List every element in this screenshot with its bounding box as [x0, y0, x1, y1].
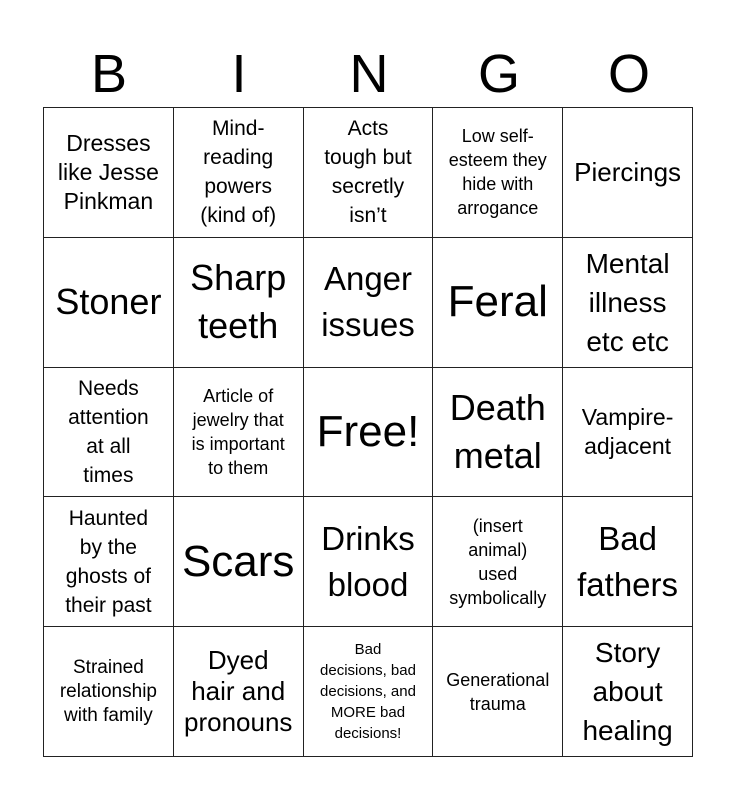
- bingo-cell[interactable]: [563, 368, 693, 498]
- cell-text: Piercings: [574, 156, 682, 187]
- bingo-cell[interactable]: [174, 108, 304, 238]
- bingo-cell[interactable]: [563, 497, 693, 627]
- free-space-cell[interactable]: [304, 368, 434, 498]
- bingo-cell[interactable]: [44, 627, 174, 757]
- bingo-cell[interactable]: [44, 368, 174, 498]
- bingo-cell[interactable]: [433, 627, 563, 757]
- cell-text: Sharp teeth: [190, 257, 287, 347]
- bingo-cell[interactable]: [44, 108, 174, 238]
- cell-text: Scars: [181, 536, 295, 586]
- cell-text: Anger issues: [321, 260, 415, 344]
- bingo-cell[interactable]: [563, 238, 693, 368]
- cell-text: Generational trauma: [446, 669, 550, 714]
- bingo-cell[interactable]: [174, 238, 304, 368]
- bingo-cell[interactable]: [433, 368, 563, 498]
- cell-text: Dyed hair and pronouns: [183, 645, 293, 738]
- bingo-cell[interactable]: [433, 497, 563, 627]
- bingo-cell[interactable]: [44, 238, 174, 368]
- bingo-cell[interactable]: [304, 627, 434, 757]
- cell-text: (insert animal) used symbolically: [449, 515, 547, 608]
- cell-text: Free!: [316, 406, 420, 456]
- bingo-cell[interactable]: [174, 627, 304, 757]
- cell-text: Strained relationship with family: [59, 656, 157, 726]
- cell-text: Story about healing: [582, 637, 673, 747]
- cell-text: Mental illness etc etc: [585, 247, 670, 357]
- bingo-cell[interactable]: [304, 497, 434, 627]
- bingo-cell[interactable]: [304, 108, 434, 238]
- cell-text: Needs attention at all times: [68, 376, 149, 487]
- cell-text: Bad decisions, bad decisions, and MORE bad decisions!: [320, 641, 416, 743]
- header-letter-b: B: [90, 44, 128, 104]
- bingo-cell[interactable]: [433, 108, 563, 238]
- header-letter-i: I: [231, 44, 247, 104]
- bingo-cell[interactable]: [174, 497, 304, 627]
- cell-text: Feral: [447, 277, 548, 327]
- cell-text: Vampire- adjacent: [581, 403, 674, 459]
- header-letter-g: G: [477, 44, 520, 104]
- cell-text: Drinks blood: [321, 519, 415, 603]
- cell-text: Low self- esteem they hide with arrogance: [448, 126, 547, 219]
- bingo-cell[interactable]: [563, 108, 693, 238]
- cell-text: Mind- reading powers (kind of): [200, 117, 277, 228]
- bingo-cell[interactable]: [563, 627, 693, 757]
- header-letter-n: N: [349, 44, 389, 104]
- bingo-cell[interactable]: [174, 368, 304, 498]
- bingo-cell[interactable]: [304, 238, 434, 368]
- bingo-cell[interactable]: [44, 497, 174, 627]
- bingo-cell[interactable]: [433, 238, 563, 368]
- cell-text: Acts tough but secretly isn’t: [324, 117, 412, 228]
- cell-text: Stoner: [55, 281, 162, 323]
- bingo-card: [43, 107, 693, 757]
- cell-text: Bad fathers: [577, 519, 679, 603]
- cell-text: Haunted by the ghosts of their past: [65, 506, 152, 617]
- cell-text: Article of jewelry that is important to them: [191, 385, 285, 478]
- cell-text: Death metal: [449, 386, 546, 476]
- cell-text: Dresses like Jesse Pinkman: [57, 129, 159, 214]
- header-letter-o: O: [607, 44, 650, 104]
- bingo-header: [44, 46, 694, 102]
